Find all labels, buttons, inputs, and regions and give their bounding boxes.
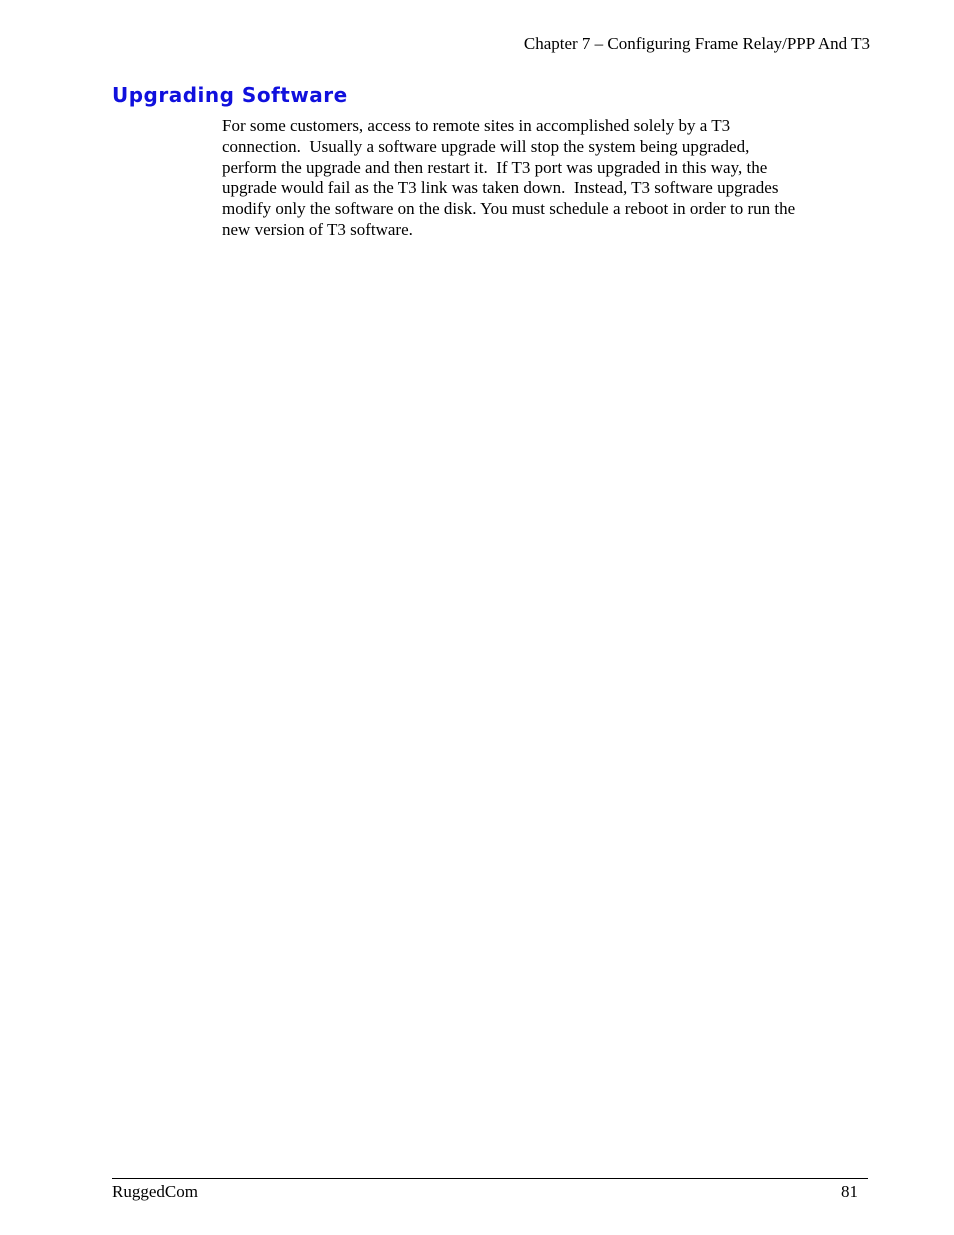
paragraph-line: perform the upgrade and then restart it. If T3 port was upgraded in this way, the bbox=[222, 157, 768, 177]
body-paragraph bbox=[222, 116, 872, 241]
section-heading: Upgrading Software bbox=[112, 83, 348, 107]
paragraph-line: connection. Usually a software upgrade will stop the system being upgraded, bbox=[222, 136, 750, 156]
footer-divider bbox=[112, 1178, 868, 1179]
paragraph-line: new version of T3 software. bbox=[222, 219, 413, 239]
paragraph-line: For some customers, access to remote sites in accomplished solely by a T3 bbox=[222, 116, 731, 135]
paragraph-line: upgrade would fail as the T3 link was taken down. Instead, T3 software upgrades bbox=[222, 178, 779, 198]
paragraph-line: modify only the software on the disk. You must schedule a reboot in order to run the bbox=[222, 199, 796, 219]
running-header: Chapter 7 – Configuring Frame Relay/PPP And T3 bbox=[523, 34, 870, 53]
footer-page-number: 81 bbox=[841, 1182, 858, 1201]
footer-company: RuggedCom bbox=[112, 1182, 198, 1201]
